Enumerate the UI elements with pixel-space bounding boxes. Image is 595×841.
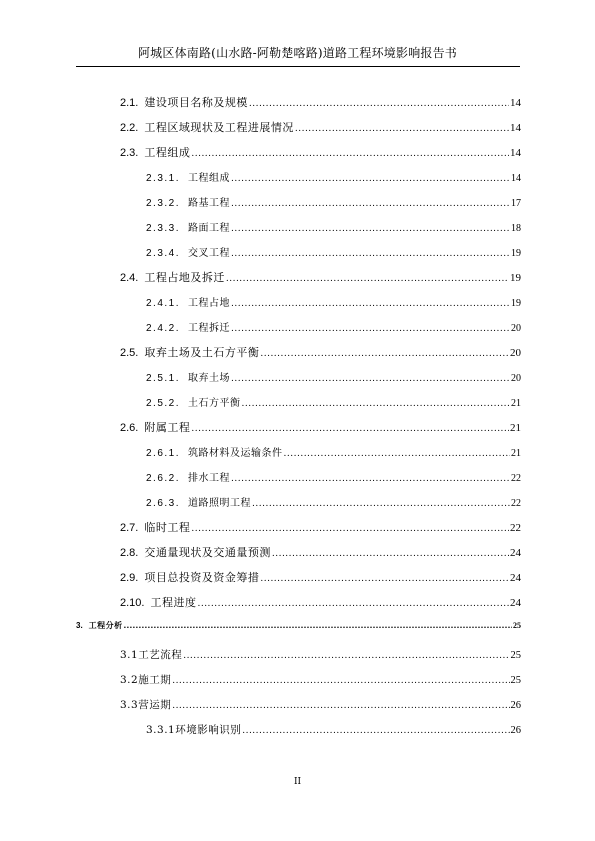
toc-leader	[231, 174, 510, 184]
toc-entry-2-5-1[interactable]: 2.5.1. 取弃土场 ..... 20	[146, 369, 521, 384]
toc-leader	[197, 599, 509, 609]
toc-leader	[231, 324, 510, 334]
toc-entry-2-7[interactable]: 2.7. 临时工程 ..... 22	[120, 519, 521, 535]
toc-entry-3-3[interactable]: 3.3营运期 ..... 26	[120, 697, 521, 712]
toc-leader	[172, 676, 509, 686]
page-footer-number: II	[293, 777, 302, 787]
toc-leader	[272, 549, 509, 559]
toc-leader	[260, 349, 509, 359]
toc-leader	[226, 274, 509, 284]
toc-page-number: 22	[511, 498, 521, 509]
toc-page-number: 24	[510, 572, 521, 584]
toc-page-number: 19	[510, 272, 521, 284]
toc-page-number: 22	[511, 473, 521, 484]
toc-leader	[295, 124, 509, 134]
toc-leader	[124, 620, 512, 630]
running-header: 阿城区体南路(山水路-阿勒楚喀路)道路工程环境影响报告书	[137, 46, 458, 60]
toc-page-number: 26	[510, 700, 521, 711]
toc-entry-3-1[interactable]: 3.1工艺流程 ..... 25	[120, 647, 521, 662]
toc-entry-3-2[interactable]: 3.2施工期 ..... 25	[120, 672, 521, 687]
toc-entry-2-6[interactable]: 2.6. 附属工程 ..... 21	[120, 419, 521, 435]
toc-entry-2-3[interactable]: 2.3. 工程组成 ..... 14	[120, 144, 521, 160]
toc-leader	[242, 726, 509, 736]
toc-entry-3-3-1[interactable]: 3.3.1环境影响识别 ..... 26	[146, 722, 521, 737]
toc-page-number: 14	[510, 97, 521, 109]
toc-page-number: 21	[510, 422, 521, 434]
toc-entry-2-2[interactable]: 2.2. 工程区域现状及工程进展情况 ..... 14	[120, 119, 521, 135]
toc-page-number: 19	[511, 248, 521, 259]
toc-entry-2-6-2[interactable]: 2.6.2. 排水工程 ..... 22	[146, 469, 521, 484]
toc-leader	[231, 199, 510, 209]
toc-leader	[172, 701, 509, 711]
toc-page-number: 14	[510, 122, 521, 134]
toc-page-number: 22	[510, 522, 521, 534]
toc-entry-2-5[interactable]: 2.5. 取弃土场及土石方平衡 ..... 20	[120, 344, 521, 360]
toc-page-number: 25	[513, 621, 521, 630]
toc-entry-2-3-4[interactable]: 2.3.4. 交叉工程 ..... 19	[146, 244, 521, 259]
toc-page-number: 14	[511, 173, 521, 184]
toc-page-number: 25	[510, 675, 521, 686]
toc-entry-2-4-2[interactable]: 2.4.2. 工程拆迁 ..... 20	[146, 319, 521, 334]
toc-page-number: 21	[511, 448, 521, 459]
toc-entry-2-4-1[interactable]: 2.4.1. 工程占地 ..... 19	[146, 294, 521, 309]
toc-leader	[231, 299, 510, 309]
toc-page-number: 26	[510, 725, 521, 736]
toc-page-number: 17	[511, 198, 521, 209]
toc-entry-2-5-2[interactable]: 2.5.2. 土石方平衡 ..... 21	[146, 394, 521, 409]
toc-leader	[191, 424, 509, 434]
toc-entry-2-9[interactable]: 2.9. 项目总投资及资金筹措 ..... 24	[120, 569, 521, 585]
header-rule	[76, 66, 520, 67]
toc-leader	[183, 651, 509, 661]
toc-page-number: 20	[511, 323, 521, 334]
toc-page-number: 24	[510, 547, 521, 559]
toc-leader	[249, 99, 509, 109]
toc-entry-2-3-1[interactable]: 2.3.1. 工程组成 ..... 14	[146, 169, 521, 184]
toc-leader	[231, 224, 510, 234]
toc-entry-2-10[interactable]: 2.10. 工程进度 ..... 24	[120, 594, 521, 610]
toc-leader	[191, 524, 509, 534]
toc-entry-2-3-2[interactable]: 2.3.2. 路基工程 ..... 17	[146, 194, 521, 209]
toc-leader	[191, 149, 509, 159]
toc-entry-2-3-3[interactable]: 2.3.3. 路面工程 ..... 18	[146, 219, 521, 234]
toc-page-number: 25	[510, 650, 521, 661]
toc-page-number: 24	[510, 597, 521, 609]
toc-leader	[242, 399, 510, 409]
toc-page-number: 14	[510, 147, 521, 159]
toc-entry-3[interactable]: 3. 工程分析 ..... 25	[76, 620, 521, 631]
toc-page-number: 19	[511, 298, 521, 309]
toc-entry-2-6-3[interactable]: 2.6.3. 道路照明工程 ..... 22	[146, 494, 521, 509]
toc-entry-2-4[interactable]: 2.4. 工程占地及拆迁 ..... 19	[120, 269, 521, 285]
toc-entry-2-6-1[interactable]: 2.6.1. 筑路材料及运输条件 ..... 21	[146, 444, 521, 459]
toc-leader	[260, 574, 509, 584]
toc-page-number: 18	[511, 223, 521, 234]
toc-leader	[231, 474, 510, 484]
toc-leader	[284, 449, 510, 459]
toc-leader	[252, 499, 510, 509]
toc-leader	[231, 249, 510, 259]
toc-entry-2-8[interactable]: 2.8. 交通量现状及交通量预测 ..... 24	[120, 544, 521, 560]
toc-page-number: 20	[511, 373, 521, 384]
toc-entry-2-1[interactable]: 2.1. 建设项目名称及规模 ..... 14	[120, 94, 521, 110]
toc-leader	[231, 374, 510, 384]
toc-page-number: 20	[510, 347, 521, 359]
toc-page-number: 21	[511, 398, 521, 409]
